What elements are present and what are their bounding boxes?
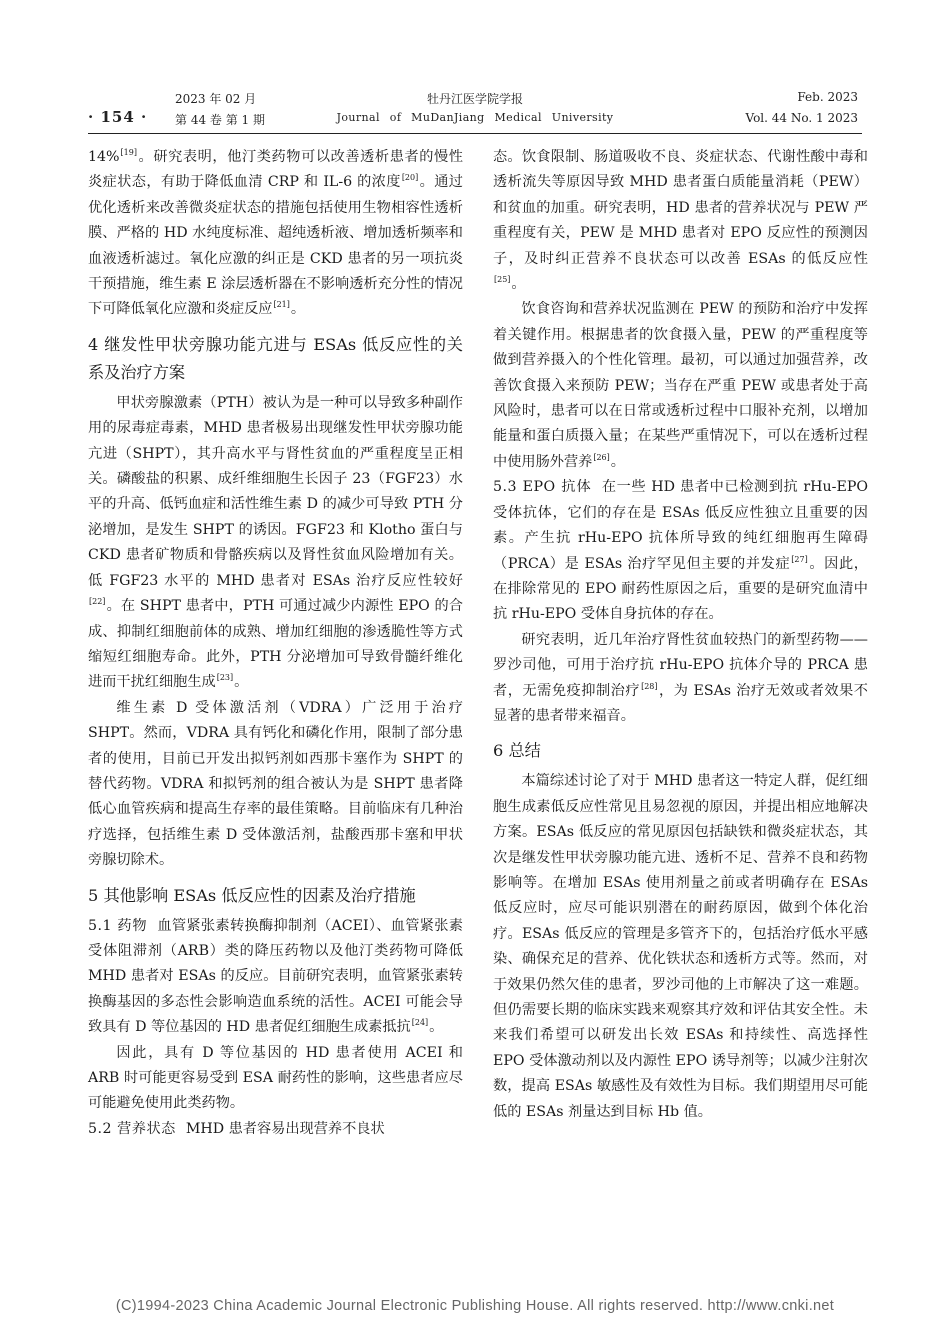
citation[interactable]: [28] xyxy=(641,681,658,691)
text: 血管紧张素转换酶抑制剂（ACEI）、血管紧张素受体阻滞剂（ARB）类的降压药物以及他汀类药物可降低 MHD 患者对 ESAs 的反应。目前研究表明，血管紧张素转换酶基因的多态性会影响造血系统的活性。ACEI 可能会导致具有 D 等位基因的 HD 患者促红细胞生成素抵抗 xyxy=(88,917,463,1036)
section-heading-5: 5 其他影响 ESAs 低反应性的因素及治疗措施 xyxy=(88,885,416,905)
citation[interactable]: [20] xyxy=(401,173,419,183)
citation[interactable]: [22] xyxy=(89,597,106,607)
journal-title-cn: 牡丹江医学院学报 xyxy=(426,92,523,106)
citation[interactable]: [23] xyxy=(216,673,234,683)
citation[interactable]: [21] xyxy=(273,300,290,310)
paragraph: 因此，具有 D 等位基因的 HD 患者使用 ACEI 和 ARB 时可能更容易受到 ESA 耐药性的影响，这些患者应尽可能避免使用此类药物。 xyxy=(88,1044,463,1112)
text: 。通过优化透析来改善微炎症状态的措施包括使用生物相容性透析膜、严格的 HD 水纯度标准、超纯透析液、增加透析频率和血液透析滤过。氧化应激的纠正是 CKD 患者的另一项抗炎干预措施，维生素 E 涂层透析器在不影响透析充分性的情况下可降低氧化应激和炎症反应 xyxy=(88,174,463,318)
citation[interactable]: [24] xyxy=(411,1018,429,1028)
section-heading-6: 6 总结 xyxy=(493,741,541,761)
text: 。因此，在排除常见的 EPO 耐药性原因之后，重要的是研究血清中抗 rHu-EPO 受体自身抗体的存在。 xyxy=(493,555,868,623)
text: 14% xyxy=(88,149,120,165)
text: 。 xyxy=(610,453,625,470)
volume-en: Vol. 44 No. 1 2023 xyxy=(745,111,858,125)
paragraph xyxy=(493,628,868,730)
subsection-heading-5-1: 5.1 药物 xyxy=(88,917,148,934)
citation[interactable]: [19] xyxy=(120,148,137,157)
paragraph xyxy=(493,475,868,627)
volume-cn: 第 44 卷 第 1 期 xyxy=(175,113,265,127)
section-heading-4: 4 继发性甲状旁腺功能亢进与 ESAs 低反应性的关系及治疗方案 xyxy=(88,334,463,382)
text: 。 xyxy=(234,674,249,691)
paragraph: 本篇综述讨论了对于 MHD 患者这一特定人群，促红细胞生成素低反应性常见且易忽视的原因，并提出相应地解决方案。ESAs 低反应的常见原因包括缺铁和微炎症状态，其次是继发性甲状旁腺功能亢进、透析不足、营养不良和药物影响等。在增加 ESAs 使用剂量之前或者明确存在 ESAs 低反应时，应尽可能识别潜在的耐药原因，做到个体化治疗。ESAs 低反应的管理是多管齐下的，包括治疗低水平感染、确保充足的营养、优化铁状态和透析方式等。然而，对于效果仍然欠佳的患者，罗沙司他的上市解决了这一难题。但仍需要长期的临床实践来观察其疗效和评估其安全性。未来我们希望可以研发出长效 ESAs 和持续性、高选择性 EPO 受体激动剂以及内源性 EPO 诱导剂等；以减少注射次数，提高 ESAs 敏感性及有效性为目标。我们期望用尽可能低的 ESAs 剂量达到目标 Hb 值。 xyxy=(493,773,868,1120)
subsection-heading-5-3: 5.3 EPO 抗体 xyxy=(493,479,592,496)
paragraph xyxy=(88,145,463,323)
text: 研究表明，近几年治疗肾性贫血较热门的新型药物——罗沙司他，可用于治疗抗 rHu-EPO 抗体介导的 PRCA 患者，无需免疫抑制治疗 xyxy=(493,631,868,699)
paragraph xyxy=(493,145,868,297)
paragraph xyxy=(88,1117,463,1142)
text: 。研究表明，他汀类药物可以改善透析患者的慢性炎症状态，有助于降低血清 CRP 和 IL-6 的浓度 xyxy=(88,149,463,191)
copyright-footer: (C)1994-2023 China Academic Journal Electronic Publishing House. All rights reserved. http://www.cnki.net xyxy=(115,1298,835,1314)
paragraph: 维生素 D 受体激活剂（VDRA）广泛用于治疗 SHPT。然而，VDRA 具有钙化和磷化作用，限制了部分患者的使用，目前已开发出拟钙剂如西那卡塞作为 SHPT 的替代药物。VDRA 和拟钙剂的组合被认为是 SHPT 患者降低心血管疾病和提高生存率的最佳策略。目前临床有几种治疗选择，包括维生素 D 受体激活剂，盐酸西那卡塞和甲状旁腺切除术。 xyxy=(88,699,463,869)
text: 。 xyxy=(511,276,526,293)
text: 态。饮食限制、肠道吸收不良、炎症状态、代谢性酸中毒和透析流失等原因导致 MHD 患者蛋白质能量消耗（PEW）和贫血的加重。研究表明，HD 患者的营养状况与 PEW 严重程度有关，PEW 是 MHD 患者对 EPO 反应性的预测因子，及时纠正营养不良状态可以改善 ESAs 的低反应性 xyxy=(493,149,868,267)
issue-date-en: Feb. 2023 xyxy=(797,90,858,104)
text: 。 xyxy=(429,1019,444,1036)
text: 甲状旁腺激素（PTH）被认为是一种可以导致多种副作用的尿毒症毒素，MHD 患者极易出现继发性甲状旁腺功能亢进（SHPT），其升高水平与肾性贫血的严重程度呈正相关。磷酸盐的积累、成纤维细胞生长因子 23（FGF23）水平的升高、低钙血症和活性维生素 D 的减少可导致 PTH 分泌增加，是发生 SHPT 的诱因。FGF23 和 Klotho 蛋白与 CKD 患者矿物质和骨骼疾病以及肾性贫血风险增加有关。低 FGF23 水平的 MHD 患者对 ESAs 治疗反应性较好 xyxy=(88,394,463,589)
text: 在一些 HD 患者中已检测到抗 rHu-EPO 受体抗体，它们的存在是 ESAs 低反应性独立且重要的因素。产生抗 rHu-EPO 抗体所导致的纯红细胞再生障碍（PRCA）是 ESAs 治疗罕见但主要的并发症 xyxy=(493,479,868,572)
paragraph xyxy=(493,297,868,475)
right-column xyxy=(493,145,868,1125)
journal-title-en: Journal of MuDanJiang Medical University xyxy=(336,111,614,124)
header-rule xyxy=(88,133,862,134)
text: MHD 患者容易出现营养不良状 xyxy=(185,1120,385,1137)
text: ，为 ESAs 治疗无效或者效果不显著的患者带来福音。 xyxy=(493,682,868,724)
paragraph xyxy=(88,391,463,696)
citation[interactable]: [26] xyxy=(593,452,610,462)
paragraph xyxy=(88,914,463,1041)
citation[interactable]: [27] xyxy=(791,554,808,564)
text: 。在 SHPT 患者中，PTH 可通过减少内源性 EPO 的合成、抑制红细胞前体的成熟、增加红细胞的渗透脆性等方式缩短红细胞寿命。此外，PTH 分泌增加可导致骨髓纤维化进而干扰红细胞生成 xyxy=(88,598,463,691)
text: 饮食咨询和营养状况监测在 PEW 的预防和治疗中发挥着关键作用。根据患者的饮食摄入量，PEW 的严重程度等做到营养摄入的个性化管理。最初，可以通过加强营养，改善饮食摄入来预防 PEW；当存在严重 PEW 或患者处于高风险时，患者可以在日常或透析过程中口服补充剂，以增加能量和蛋白质摄入量；在某些严重情况下，可以在透析过程中使用肠外营养 xyxy=(493,301,868,470)
text: 。 xyxy=(290,301,306,318)
issue-date-cn: 2023 年 02 月 xyxy=(175,92,257,106)
subsection-heading-5-2: 5.2 营养状态 xyxy=(88,1120,176,1137)
page-number: · 154 · xyxy=(88,108,148,126)
citation[interactable]: [25] xyxy=(494,275,511,285)
left-column xyxy=(88,145,463,1142)
